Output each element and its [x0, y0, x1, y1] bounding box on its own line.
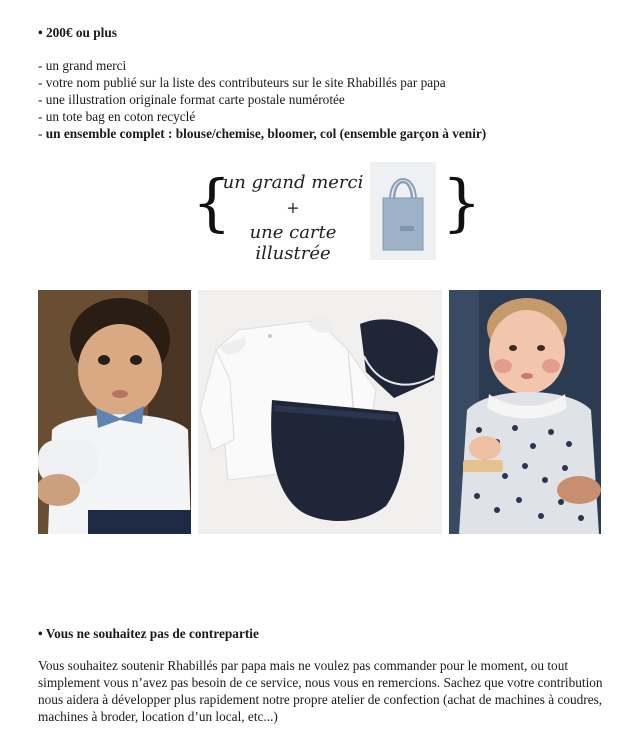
- no-reward-body: Vous souhaitez soutenir Rhabillés par papa mais ne voulez pas commander pour le moment, ou tout simplement vous n’avez pas besoin de ce service, nous vous en remercions. Sachez que votre contribution nous aidera à développer plus rapidement notre propre atelier de confection (achat de machines à coudres, machines à broder, location d’un local, etc...): [38, 658, 603, 724]
- reward-item: - une illustration originale format carte postale numérotée: [38, 92, 345, 107]
- banner-line-card: une carte illustrée: [249, 222, 337, 264]
- reward-item: - votre nom publié sur la liste des contributeurs sur le site Rhabillés par papa: [38, 75, 446, 90]
- tier-200-reward-list: [38, 57, 610, 142]
- no-reward-title: • Vous ne souhaitez pas de contrepartie: [38, 626, 259, 641]
- reward-illustration-banner: [190, 160, 482, 264]
- tote-bag-icon: [370, 162, 436, 260]
- reward-item-prefix: -: [38, 126, 46, 141]
- baby-boy-bow-tie-photo: [38, 290, 191, 534]
- right-brace: }: [442, 166, 482, 239]
- reward-item-outfit: [38, 125, 610, 142]
- reward-item-outfit-text: un ensemble complet : blouse/chemise, bloomer, col (ensemble garçon à venir): [45, 126, 487, 141]
- banner-plus: +: [286, 198, 300, 217]
- tote-bag-photo: [370, 162, 436, 260]
- banner-line-thanks: un grand merci: [222, 172, 364, 193]
- baby-girl-blouse-photo: [449, 290, 601, 534]
- left-brace: {: [192, 166, 232, 239]
- tier-200-title: • 200€ ou plus: [38, 25, 117, 40]
- reward-item: - un grand merci: [38, 58, 127, 73]
- reward-item: - un tote bag en coton recyclé: [38, 109, 196, 124]
- outfit-flat-lay-photo: [198, 290, 442, 534]
